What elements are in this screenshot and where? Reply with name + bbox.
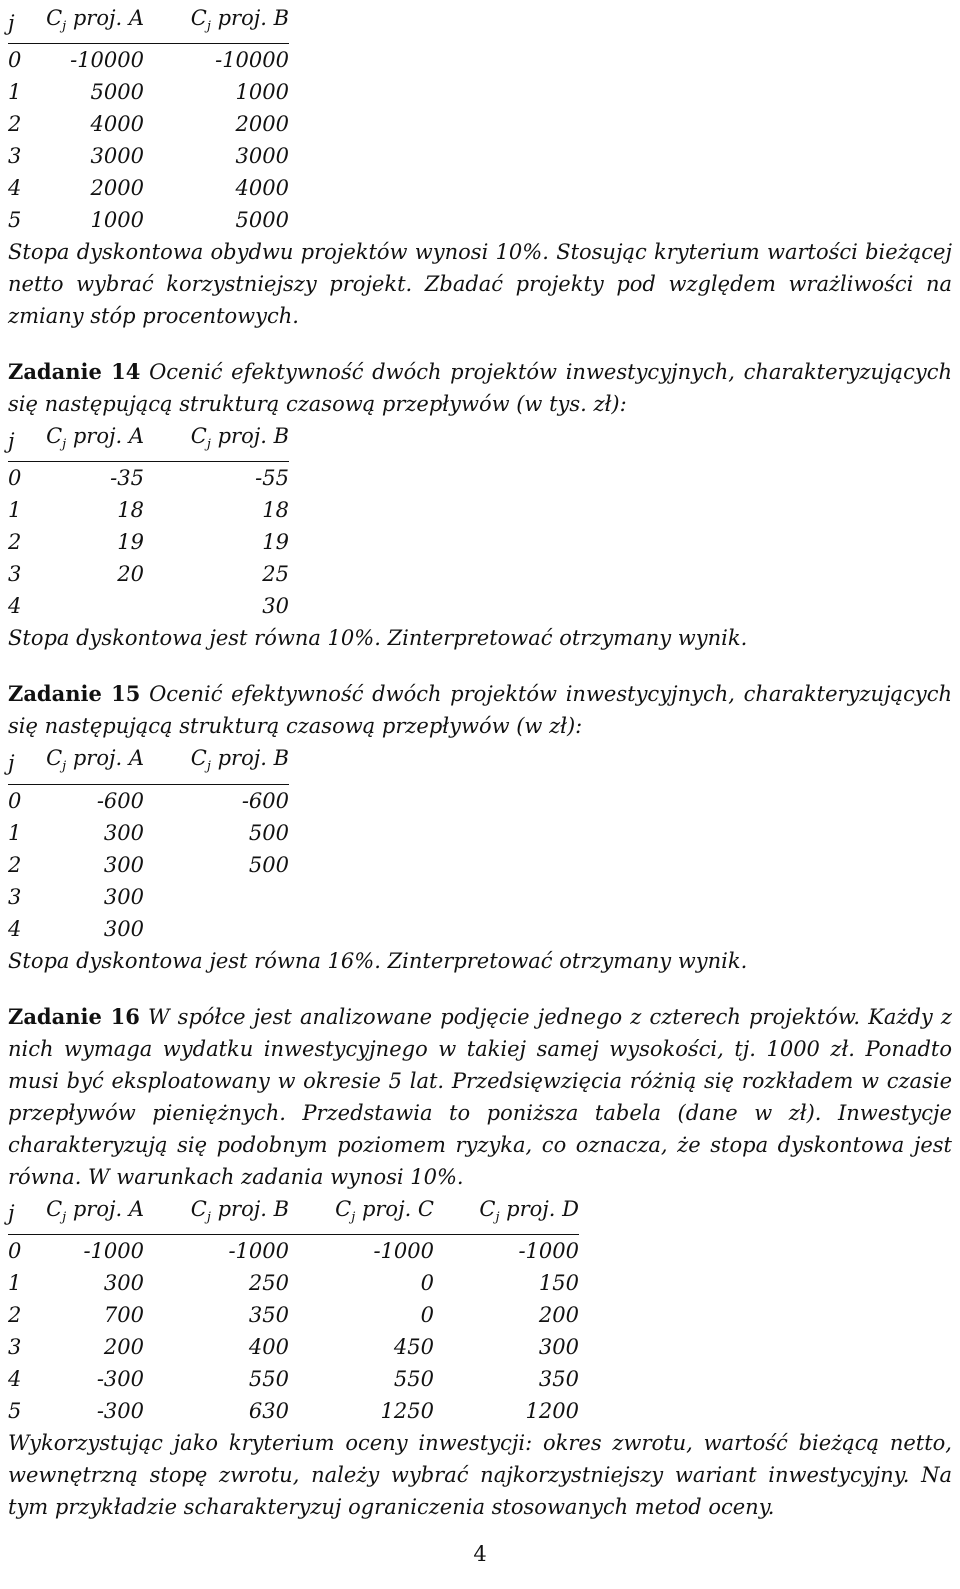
period-cell: 4 (8, 916, 22, 941)
task-14-label: Zadanie 14 (8, 359, 141, 385)
document-page (8, 2, 952, 1523)
table-row (8, 44, 289, 77)
cashflow-cell: 5000 (235, 208, 289, 233)
table-row (8, 849, 289, 881)
cashflow-cell: 630 (248, 1398, 289, 1423)
task-15-text: Ocenić efektywność dwóch projektów inwestycyjnych, charakteryzujących się następującą strukturą czasową przepływów (w zł): (8, 682, 952, 739)
period-cell: 1 (8, 498, 22, 523)
cashflow-cell: -1000 (518, 1238, 579, 1263)
cashflow-cell: 500 (248, 852, 289, 877)
period-cell: 3 (8, 884, 22, 909)
cashflow-cell: -35 (110, 466, 144, 491)
period-cell: 4 (8, 1366, 22, 1391)
table-row (8, 76, 289, 108)
task-16-label: Zadanie 16 (8, 1003, 140, 1029)
table-header-row (8, 1193, 579, 1235)
cashflow-cell: 2000 (235, 112, 289, 137)
cashflow-cell: 3000 (90, 144, 144, 169)
cashflow-cell: 250 (248, 1270, 289, 1295)
table-row (8, 913, 289, 945)
table-row (8, 558, 289, 590)
cashflow-cell: -300 (96, 1398, 144, 1423)
task-16 (8, 1001, 952, 1193)
table-row (8, 108, 289, 140)
cashflow-cell: -300 (96, 1366, 144, 1391)
task-15 (8, 678, 952, 742)
task-15-label: Zadanie 15 (8, 681, 141, 707)
task-14-text: Ocenić efektywność dwóch projektów inwestycyjnych, charakteryzujących się następującą strukturą czasową przepływów (w tys. zł): (8, 360, 952, 417)
cashflow-cell: 1000 (235, 80, 289, 105)
header-cell: $C_j$ proj. A (34, 2, 144, 44)
cashflow-cell: 500 (248, 820, 289, 845)
cashflow-cell: 3000 (235, 144, 289, 169)
period-cell: 1 (8, 820, 22, 845)
cashflow-cell: 300 (103, 916, 144, 941)
table-header-row (8, 420, 289, 462)
table-row (8, 881, 289, 913)
cashflow-cell: 0 (420, 1270, 434, 1295)
period-cell: 3 (8, 562, 22, 587)
cashflow-cell: 18 (117, 498, 144, 523)
cashflow-cell (34, 590, 144, 622)
header-j: j (8, 2, 34, 44)
table-header-row (8, 2, 289, 44)
cashflow-table-1 (8, 2, 289, 236)
task-14-after: Stopa dyskontowa jest równa 10%. Zinterpretować otrzymany wynik. (8, 626, 748, 651)
task-16-text: W spółce jest analizowane podjęcie jednego z czterech projektów. Każdy z nich wymaga wydatku inwestycyjnego w takiej samej wysokości, tj. 1000 zł. Ponadto musi być eksploatowany w okresie 5 lat. Przedsięwzięcia różnią się rozkładem w czasie przepływów pieniężnych. Przedstawia to poniższa tabela (dane w zł). Inwestycje charakteryzują się podobnym poziomem ryzyka, co oznacza, że stopa dyskontowa jest równa. W warunkach zadania wynosi 10%. (8, 1004, 952, 1189)
cashflow-cell: 19 (117, 530, 144, 555)
period-cell: 2 (8, 112, 22, 137)
cashflow-cell: -1000 (228, 1238, 289, 1263)
table-row (8, 1331, 579, 1363)
cashflow-table-15 (8, 742, 289, 944)
cashflow-cell (144, 913, 289, 945)
cashflow-cell: 30 (262, 594, 289, 619)
header-j: j (8, 742, 34, 784)
period-cell: 3 (8, 144, 22, 169)
cashflow-cell: -10000 (215, 48, 289, 73)
table-row (8, 494, 289, 526)
cashflow-cell: -55 (255, 466, 289, 491)
table-row (8, 1234, 579, 1267)
table-row (8, 1299, 579, 1331)
cashflow-cell: 300 (538, 1334, 579, 1359)
cashflow-cell: 0 (420, 1302, 434, 1327)
table-row (8, 462, 289, 495)
task-14 (8, 356, 952, 420)
cashflow-cell: 550 (393, 1366, 434, 1391)
header-j: j (8, 1193, 34, 1235)
period-cell: 0 (8, 1238, 22, 1263)
period-cell: 0 (8, 466, 22, 491)
period-cell: 1 (8, 80, 22, 105)
table-row (8, 1363, 579, 1395)
cashflow-cell: 4000 (90, 112, 144, 137)
period-cell: 4 (8, 594, 22, 619)
cashflow-cell: 300 (103, 820, 144, 845)
cashflow-cell: 18 (262, 498, 289, 523)
table-row (8, 526, 289, 558)
cashflow-cell: -10000 (70, 48, 144, 73)
cashflow-cell: 300 (103, 884, 144, 909)
period-cell: 0 (8, 48, 22, 73)
header-cell: $C_j$ proj. A (34, 1193, 144, 1235)
header-cell: $C_j$ proj. D (434, 1193, 579, 1235)
cashflow-cell: 1250 (380, 1398, 434, 1423)
cashflow-cell: -1000 (83, 1238, 144, 1263)
header-cell: $C_j$ proj. B (144, 742, 289, 784)
cashflow-cell: 20 (117, 562, 144, 587)
cashflow-cell: 450 (393, 1334, 434, 1359)
cashflow-cell: 1200 (525, 1398, 579, 1423)
period-cell: 5 (8, 208, 22, 233)
period-cell: 2 (8, 530, 22, 555)
header-cell: $C_j$ proj. A (34, 420, 144, 462)
cashflow-table-14 (8, 420, 289, 622)
cashflow-cell: 700 (103, 1302, 144, 1327)
paragraph-discount-rate: Stopa dyskontowa obydwu projektów wynosi 10%. Stosując kryterium wartości bieżącej netto wybrać korzystniejszy projekt. Zbadać projekty pod względem wrażliwości na zmiany stóp procentowych. (8, 240, 952, 329)
header-cell: $C_j$ proj. B (144, 1193, 289, 1235)
table-row (8, 817, 289, 849)
table-row (8, 140, 289, 172)
table-row (8, 172, 289, 204)
header-cell: $C_j$ proj. C (289, 1193, 434, 1235)
cashflow-cell: 4000 (235, 176, 289, 201)
period-cell: 0 (8, 788, 22, 813)
table-row (8, 1395, 579, 1427)
table-row (8, 784, 289, 817)
cashflow-cell: 19 (262, 530, 289, 555)
task-16-after: Wykorzystując jako kryterium oceny inwestycji: okres zwrotu, wartość bieżącą netto, wewnętrzną stopę zwrotu, należy wybrać najkorzystniejszy wariant inwestycyjny. Na tym przykładzie scharakteryzuj ograniczenia stosowanych metod oceny. (8, 1430, 952, 1519)
cashflow-table-16 (8, 1193, 579, 1427)
cashflow-cell: 25 (262, 562, 289, 587)
table-row (8, 204, 289, 236)
period-cell: 3 (8, 1334, 22, 1359)
cashflow-cell: -1000 (373, 1238, 434, 1263)
header-cell: $C_j$ proj. A (34, 742, 144, 784)
header-cell: $C_j$ proj. B (144, 420, 289, 462)
table-header-row (8, 742, 289, 784)
page-number: 4 (473, 1542, 487, 1566)
cashflow-cell: 200 (103, 1334, 144, 1359)
cashflow-cell: -600 (241, 788, 289, 813)
cashflow-cell: 200 (538, 1302, 579, 1327)
cashflow-cell: 350 (538, 1366, 579, 1391)
cashflow-cell: 350 (248, 1302, 289, 1327)
table-row (8, 590, 289, 622)
cashflow-cell: 300 (103, 852, 144, 877)
cashflow-cell: 150 (538, 1270, 579, 1295)
cashflow-cell: 2000 (90, 176, 144, 201)
cashflow-cell: 300 (103, 1270, 144, 1295)
table-row (8, 1267, 579, 1299)
cashflow-cell: -600 (96, 788, 144, 813)
cashflow-cell: 400 (248, 1334, 289, 1359)
period-cell: 2 (8, 852, 22, 877)
cashflow-cell (144, 881, 289, 913)
period-cell: 5 (8, 1398, 22, 1423)
cashflow-cell: 5000 (90, 80, 144, 105)
cashflow-cell: 1000 (90, 208, 144, 233)
task-15-after: Stopa dyskontowa jest równa 16%. Zinterpretować otrzymany wynik. (8, 948, 748, 973)
period-cell: 2 (8, 1302, 22, 1327)
cashflow-cell: 550 (248, 1366, 289, 1391)
header-j: j (8, 420, 34, 462)
period-cell: 1 (8, 1270, 22, 1295)
header-cell: $C_j$ proj. B (144, 2, 289, 44)
period-cell: 4 (8, 176, 22, 201)
